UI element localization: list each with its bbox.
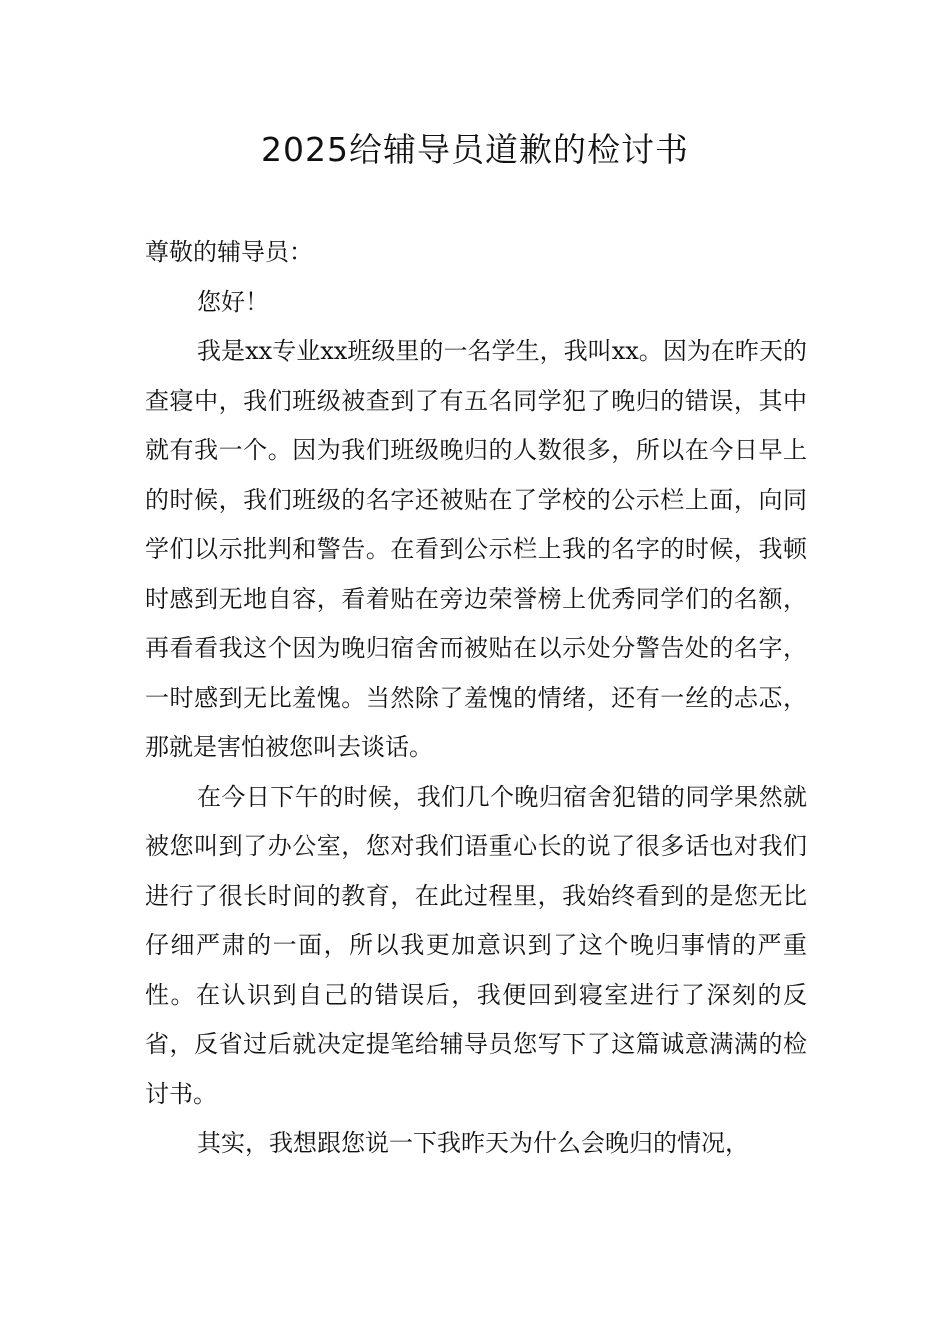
greeting: 您好！ [197, 287, 269, 316]
document-title: 2025给辅导员道歉的检讨书 [261, 130, 689, 169]
salutation: 尊敬的辅导员： [145, 238, 313, 266]
document-body [145, 228, 807, 1169]
paragraph-3: 其实，我想跟您说一下我昨天为什么会晚归的情况， [197, 1129, 749, 1157]
paragraph-1: 我是xx专业xx班级里的一名学生，我叫xx。因为在昨天的查寝中，我们班级被查到了有五名同学犯了晚归的错误，其中就有我一个。因为我们班级晚归的人数很多，所以在今日早上的时候，我们班级的名字还被贴在了学校的公示栏上面，向同学们以示批判和警告。在看到公示栏上我的名字的时候，我顿时感到无地自容，看着贴在旁边荣誉榜上优秀同学们的名额，再看看我这个因为晚归宿舍而被贴在以示处分警告处的名字，一时感到无比羞愧。当然除了羞愧的情绪，还有一丝的忐忑，那就是害怕被您叫去谈话。 [145, 337, 807, 761]
paragraph-2: 在今日下午的时候，我们几个晚归宿舍犯错的同学果然就被您叫到了办公室，您对我们语重心长的说了很多话也对我们进行了很长时间的教育，在此过程里，我始终看到的是您无比仔细严肃的一面，所以我更加意识到了这个晚归事情的严重性。在认识到自己的错误后，我便回到寝室进行了深刻的反省，反省过后就决定提笔给辅导员您写下了这篇诚意满满的检讨书。 [145, 782, 807, 1108]
